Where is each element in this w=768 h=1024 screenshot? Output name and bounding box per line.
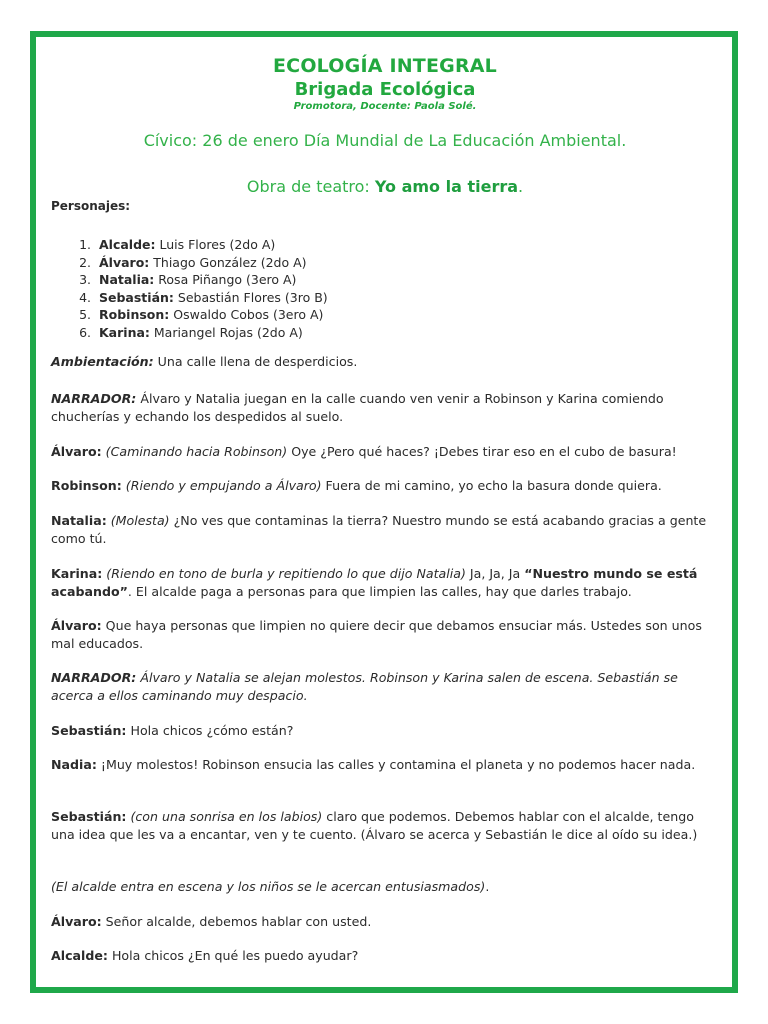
play-title-line	[51, 177, 719, 196]
character-item: 6. Karina: Mariangel Rojas (2do A)	[95, 324, 328, 342]
character-item: 1. Alcalde: Luis Flores (2do A)	[95, 236, 328, 254]
ambientacion-paragraph: Ambientación: Una calle llena de desperdicios.	[51, 354, 358, 369]
narrador-paragraph: NARRADOR: Álvaro y Natalia juegan en la calle cuando ven venir a Robinson y Karina comiendo chucherías y echando los despedidos al suelo.	[51, 391, 664, 424]
doc-byline: Promotora, Docente: Paola Solé.	[293, 101, 477, 112]
page-border	[30, 31, 738, 993]
play-title-suffix: .	[518, 177, 524, 196]
play-title-prefix: Obra de teatro:	[246, 177, 375, 196]
dialogue-robinson: Robinson: (Riendo y empujando a Álvaro) Fuera de mi camino, yo echo la basura donde quiera.	[51, 478, 662, 493]
personajes-label: Personajes:	[51, 199, 131, 213]
doc-subtitle: Brigada Ecológica	[294, 79, 476, 100]
dialogue-alvaro: Álvaro: (Caminando hacia Robinson) Oye ¿Pero qué haces? ¡Debes tirar eso en el cubo de basura!	[51, 444, 677, 459]
character-item: 4. Sebastián: Sebastián Flores (3ro B)	[95, 289, 328, 307]
dialogue-sebastian: Sebastián: Hola chicos ¿cómo están?	[51, 723, 294, 738]
dialogue-alvaro: Álvaro: Que haya personas que limpien no quiere decir que debamos ensuciar más. Ustedes son unos mal educados.	[51, 618, 702, 651]
play-title: Yo amo la tierra	[374, 177, 519, 196]
stage-direction: (El alcalde entra en escena y los niños se le acercan entusiasmados).	[51, 879, 490, 894]
dialogue-alvaro: Álvaro: Señor alcalde, debemos hablar con usted.	[51, 914, 372, 929]
dialogue-alcalde: Alcalde: Hola chicos ¿En qué les puedo ayudar?	[51, 948, 359, 963]
doc-title: ECOLOGÍA INTEGRAL	[273, 55, 497, 77]
character-item: 2. Álvaro: Thiago González (2do A)	[95, 254, 328, 272]
dialogue-nadia: Nadia: ¡Muy molestos! Robinson ensucia las calles y contamina el planeta y no podemos hacer nada.	[51, 757, 696, 772]
dialogue-sebastian: Sebastián: (con una sonrisa en los labios) claro que podemos. Debemos hablar con el alcalde, tengo una idea que les va a encantar, ven y te cuento. (Álvaro se acerca y Sebastián le dice al oído su idea.)	[51, 809, 698, 842]
character-item: 5. Robinson: Oswaldo Cobos (3ero A)	[95, 306, 328, 324]
narrador-paragraph: NARRADOR: Álvaro y Natalia se alejan molestos. Robinson y Karina salen de escena. Sebastián se acerca a ellos caminando muy despacio.	[51, 670, 678, 703]
dialogue-natalia: Natalia: (Molesta) ¿No ves que contaminas la tierra? Nuestro mundo se está acabando gracias a gente como tú.	[51, 513, 707, 546]
civico-line: Cívico: 26 de enero Día Mundial de La Educación Ambiental.	[143, 131, 627, 150]
dialogue-karina: Karina: (Riendo en tono de burla y repitiendo lo que dijo Natalia) Ja, Ja, Ja “Nuestro mundo se está acabando”. El alcalde paga a personas para que limpien las calles, hay que darles trabajo.	[51, 566, 698, 599]
characters-list	[51, 236, 328, 342]
character-item: 3. Natalia: Rosa Piñango (3ero A)	[95, 271, 328, 289]
